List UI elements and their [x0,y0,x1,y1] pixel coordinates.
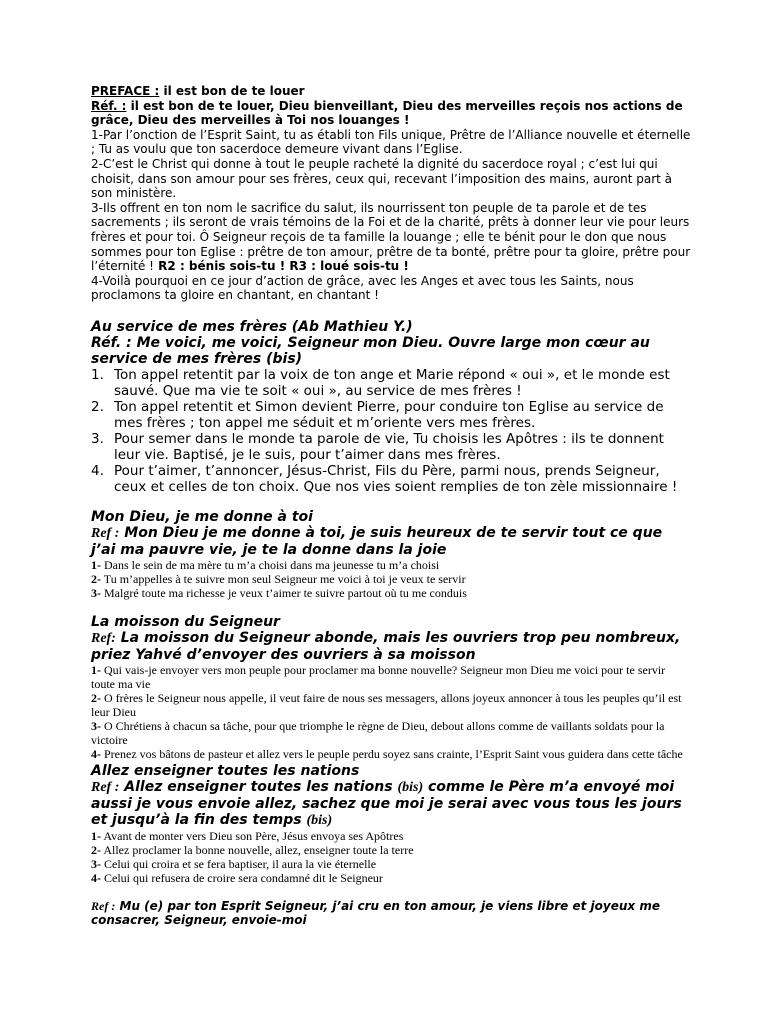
list-item: 2. Ton appel retentit et Simon devient Pierre, pour conduire ton Eglise au service de mes frères ; ton appel me séduit et m’oriente vers mes frères. [91,398,664,431]
allez-verse-3: 3- Celui qui croira et se fera baptiser, il aura la vie éternelle [91,856,377,871]
service-title: Au service de mes frères (Ab Mathieu Y.) [91,318,413,335]
allez-verse-4: 4- Celui qui refusera de croire sera condamné dit le Seigneur [91,870,383,885]
preface-verse-2: 2-C’est le Christ qui donne à tout le peuple racheté la dignité du sacerdoce royal ; c’est lui qui choisit, dans son amour pour ses frères, ceux qui, recevant l’imposition des mains, auront part à son ministère. [91,156,673,201]
preface-verse-3: 3-Ils offrent en ton nom le sacrifice du salut, ils nourrissent ton peuple de ta parole et de tes sacrements ; ils seront de vrais témoins de la Foi et de la charité, prêts à donner leur vie pour leurs frères et pour toi. Ô Seigneur reçois de ta famille la louange ; elle te bénit pour le don que nous sommes pour ton Eglise : prêtre de ton amour, prêtre de ta bonté, prêtre pour ta gloire, prêtre pour l’éternité ! R2 : bénis sois-tu ! R3 : loué sois-tu ! [91,200,691,274]
allez-verse-1: 1- Avant de monter vers Dieu son Père, Jésus envoya ses Apôtres [91,828,404,843]
moisson-title: La moisson du Seigneur [91,613,280,630]
final-refrain: Ref : Mu (e) par ton Esprit Seigneur, j’ai cru en ton amour, je viens libre et joyeux me consacrer, Seigneur, envoie-moi [91,898,660,927]
mondieu-verse-3: 3- Malgré toute ma richesse je veux t’aimer te suivre partout où tu me conduis [91,585,467,600]
preface-verse-1: 1-Par l’onction de l’Esprit Saint, tu as établi ton Fils unique, Prêtre de l’Alliance nouvelle et éternelle ; Tu as voulu que ton sacerdoce demeure vivant dans l’Eglise. [91,127,691,157]
list-item: 3. Pour semer dans le monde ta parole de vie, Tu choisis les Apôtres : ils te donnent leur vie. Baptisé, je le suis, pour t’aimer dans mes frères. [91,430,664,463]
mondieu-section [91,509,691,600]
allez-title: Allez enseigner toutes les nations [91,762,360,779]
mondieu-title: Mon Dieu, je me donne à toi [91,508,313,525]
mondieu-refrain: Ref : Mon Dieu je me donne à toi, je suis heureux de te servir tout ce que j’ai ma pauvre vie, je te la donne dans la joie [91,524,663,558]
preface-refrain: Réf. : il est bon de te louer, Dieu bienveillant, Dieu des merveilles reçois nos actions de grâce, Dieu des merveilles à Toi nos louanges ! [91,98,683,128]
moisson-verse-4: 4- Prenez vos bâtons de pasteur et allez vers le peuple perdu soyez sans crainte, l’Esprit Saint vous guidera dans cette tâche [91,746,683,761]
mondieu-verse-2: 2- Tu m’appelles à te suivre mon seul Seigneur me voici à toi je veux te servir [91,571,466,586]
moisson-verse-3: 3- O Chrétiens à chacun sa tâche, pour que triomphe le règne de Dieu, debout allons comme de vaillants soldats pour la victoire [91,718,665,747]
moisson-verse-1: 1- Qui vais-je envoyer vers mon peuple pour proclamer ma bonne nouvelle? Seigneur mon Dieu me voici pour te servir toute ma vie [91,662,666,691]
preface-section [91,84,691,303]
preface-title: PREFACE : il est bon de te louer [91,84,305,98]
allez-verse-2: 2- Allez proclamer la bonne nouvelle, allez, enseigner toute la terre [91,842,414,857]
service-refrain: Réf. : Me voici, me voici, Seigneur mon Dieu. Ouvre large mon cœur au service de mes frères (bis) [91,334,650,367]
allez-refrain: Ref : Allez enseigner toutes les nations (bis) comme le Père m’a envoyé moi aussi je vous envoie allez, sachez que moi je serai avec vous tous les jours et jusqu’à la fin des temps (bis) [91,778,682,828]
list-item: 1. Ton appel retentit par la voix de ton ange et Marie répond « oui », et le monde est sauvé. Que ma vie te soit « oui », au service de mes frères ! [91,366,670,399]
list-item: 4. Pour t’aimer, t’annoncer, Jésus-Christ, Fils du Père, parmi nous, prends Seigneur, ceux et celles de ton choix. Que nos vies soient remplies de ton zèle missionnaire ! [91,462,678,495]
final-section [91,899,691,927]
service-verse-list [91,367,691,495]
preface-verse-4: 4-Voilà pourquoi en ce jour d’action de grâce, avec les Anges et avec tous les Saints, nous proclamons ta gloire en chantant, en chantant ! [91,273,634,303]
service-section [91,319,691,495]
allez-section [91,763,691,885]
moisson-section [91,614,691,761]
moisson-verse-2: 2- O frères le Seigneur nous appelle, il veut faire de nous ses messagers, allons joyeux annoncer à tous les peuples qu’il est leur Dieu [91,690,682,719]
mondieu-verse-1: 1- Dans le sein de ma mère tu m’a choisi dans ma jeunesse tu m’a choisi [91,557,440,572]
moisson-refrain: Ref: La moisson du Seigneur abonde, mais les ouvriers trop peu nombreux, priez Yahvé d’envoyer des ouvriers à sa moisson [91,629,681,663]
document-page [91,84,691,927]
